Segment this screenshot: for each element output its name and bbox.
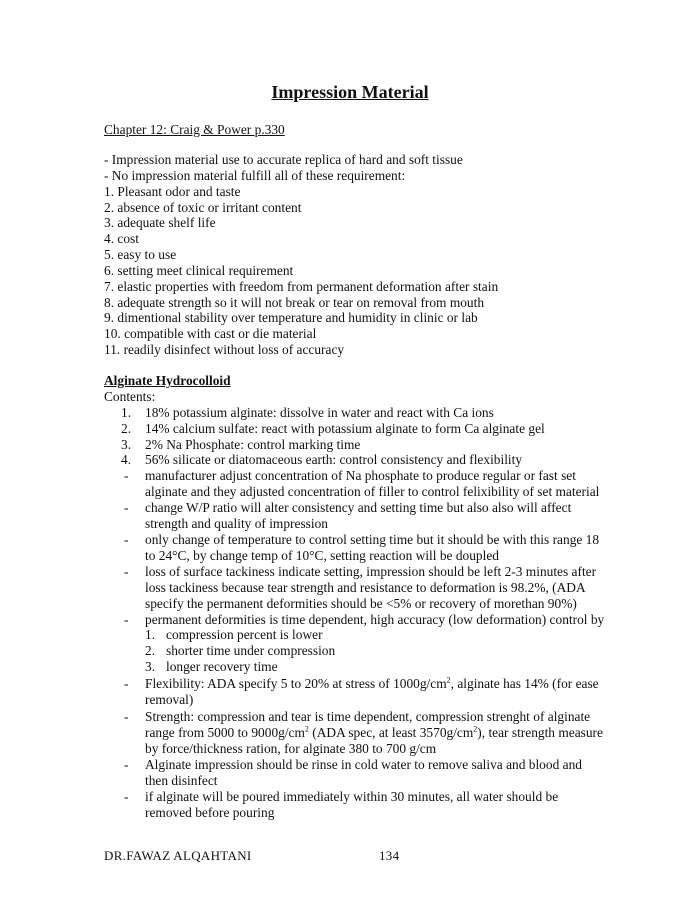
sub-number: 2. (145, 643, 156, 658)
bullet-dash: - (124, 532, 129, 547)
bullet-text: loss of surface tackiness indicate setting, impression should be left 2-3 minutes after (145, 564, 597, 579)
content-item: 2% Na Phosphate: control marking time (145, 437, 361, 452)
sub-item: shorter time under compression (166, 643, 336, 658)
bullet-dash: - (124, 500, 129, 515)
page-number: 134 (379, 848, 400, 863)
content-item: 14% calcium sulfate: react with potassium alginate to form Ca alginate gel (145, 421, 545, 436)
section-heading: Alginate Hydrocolloid (104, 373, 231, 388)
requirement-item: 11. readily disinfect without loss of accuracy (104, 342, 345, 357)
sub-item: compression percent is lower (166, 627, 323, 642)
bullet-text: removed before pouring (145, 805, 275, 820)
content-number: 1. (121, 405, 132, 420)
flexibility-text: , alginate has 14% (for ease (450, 676, 599, 691)
superscript: 2 (304, 724, 309, 734)
footer-author: DR.FAWAZ ALQAHTANI (104, 848, 252, 863)
requirement-item: 3. adequate shelf life (104, 215, 216, 230)
bullet-dash: - (124, 757, 129, 772)
requirement-item: 7. elastic properties with freedom from permanent deformation after stain (104, 279, 499, 294)
sub-number: 3. (145, 659, 156, 674)
strength-text: ), tear strength measure (477, 725, 603, 740)
superscript: 2 (473, 724, 478, 734)
bullet-text: then disinfect (145, 773, 218, 788)
bullet-text: Alginate impression should be rinse in cold water to remove saliva and blood and (145, 757, 582, 772)
bullet-text: to 24°C, by change temp of 10°C, setting reaction will be doupled (145, 548, 499, 563)
page-title: Impression Material (271, 82, 429, 102)
bullet-text: alginate and they adjusted concentration of filler to control felixibility of set material (145, 484, 600, 499)
content-item: 18% potassium alginate: dissolve in water and react with Ca ions (145, 405, 494, 420)
bullet-dash: - (124, 709, 129, 724)
flexibility-text: Flexibility: ADA specify 5 to 20% at stress of 1000g/cm (145, 676, 447, 691)
bullet-text: strength and quality of impression (145, 516, 328, 531)
requirement-item: 1. Pleasant odor and taste (104, 184, 241, 199)
superscript: 2 (446, 675, 451, 685)
bullet-text: manufacturer adjust concentration of Na phosphate to produce regular or fast set (145, 468, 576, 483)
requirement-item: 5. easy to use (104, 247, 177, 262)
chapter-reference: Chapter 12: Craig & Power p.330 (104, 122, 285, 137)
bullet-text: if alginate will be poured immediately within 30 minutes, all water should be (145, 789, 559, 804)
strength-text: range from 5000 to 9000g/cm (145, 725, 305, 740)
bullet-dash: - (124, 676, 129, 691)
content-number: 4. (121, 452, 132, 467)
sub-number: 1. (145, 627, 156, 642)
bullet-dash: - (124, 612, 129, 627)
sub-item: longer recovery time (166, 659, 278, 674)
requirement-item: 9. dimentional stability over temperature and humidity in clinic or lab (104, 310, 478, 325)
requirement-item: 4. cost (104, 231, 139, 246)
intro-line: - No impression material fulfill all of these requirement: (104, 168, 406, 183)
bullet-text: removal) (145, 692, 194, 707)
bullet-text: change W/P ratio will alter consistency and setting time but also also will affect (145, 500, 572, 515)
requirement-item: 10. compatible with cast or die material (104, 326, 317, 341)
bullet-text: by force/thickness ration, for alginate 380 to 700 g/cm (145, 741, 437, 756)
bullet-text: specify the permanent deformities should be <5% or recovery of morethan 90%) (145, 596, 577, 611)
bullet-text: Strength: compression and tear is time dependent, compression strenght of alginate (145, 709, 591, 724)
content-item: 56% silicate or diatomaceous earth: control consistency and flexibility (145, 452, 523, 467)
bullet-text: loss tackiness because tear strength and resistance to deformation is 98.2%, (ADA (145, 580, 586, 595)
bullet-text: permanent deformities is time dependent, high accuracy (low deformation) control by (145, 612, 605, 627)
bullet-dash: - (124, 468, 129, 483)
requirement-item: 6. setting meet clinical requirement (104, 263, 294, 278)
contents-label: Contents: (104, 389, 156, 404)
bullet-dash: - (124, 789, 129, 804)
content-number: 3. (121, 437, 132, 452)
bullet-text (145, 676, 599, 692)
strength-text: (ADA spec, at least 3570g/cm (308, 725, 474, 740)
bullet-text (145, 725, 603, 741)
requirement-item: 2. absence of toxic or irritant content (104, 200, 302, 215)
bullet-text: only change of temperature to control setting time but it should be with this range 18 (145, 532, 600, 547)
bullet-dash: - (124, 564, 129, 579)
requirement-item: 8. adequate strength so it will not break or tear on removal from mouth (104, 295, 485, 310)
intro-line: - Impression material use to accurate replica of hard and soft tissue (104, 152, 463, 167)
content-number: 2. (121, 421, 132, 436)
